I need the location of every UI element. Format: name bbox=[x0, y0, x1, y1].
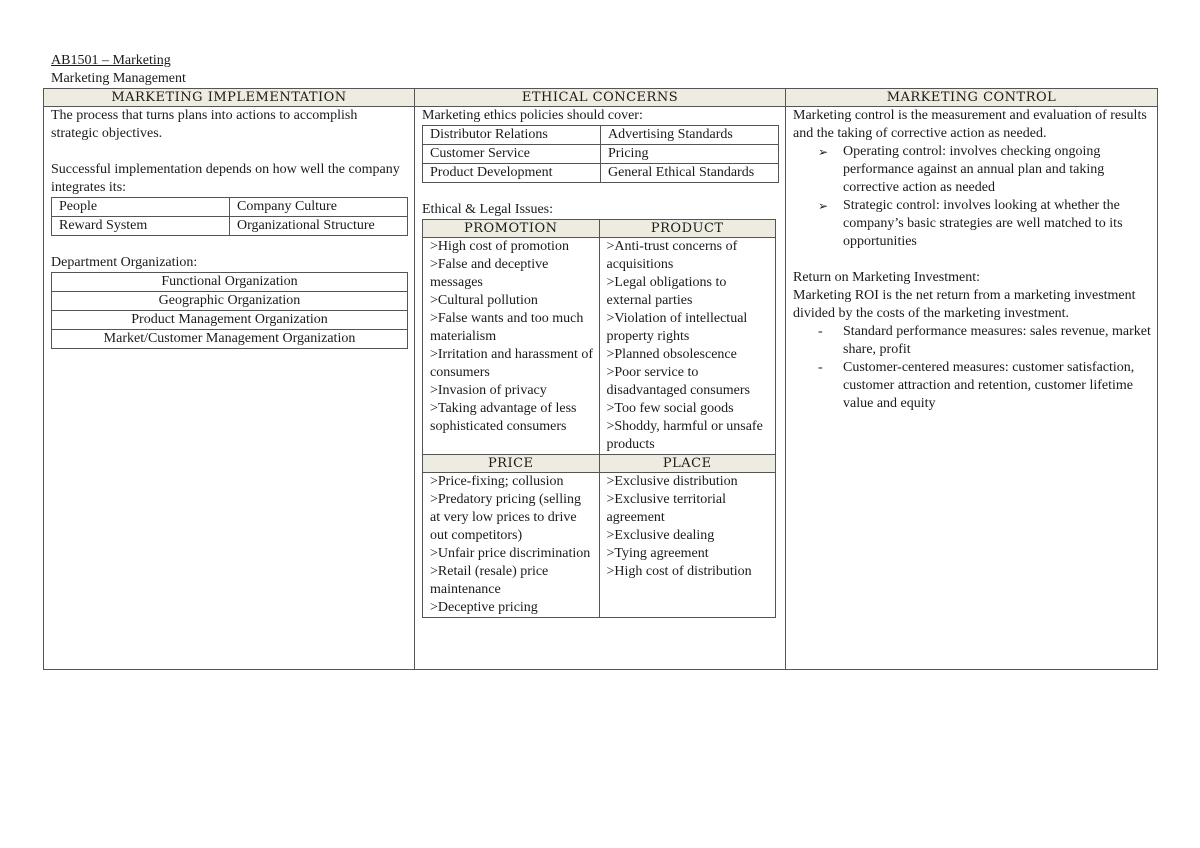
table-row bbox=[52, 273, 408, 292]
table-row bbox=[52, 330, 408, 349]
table-row bbox=[52, 217, 408, 236]
implementation-cell bbox=[44, 107, 415, 670]
arrow-bullet-icon: ➢ bbox=[818, 145, 829, 159]
measure-text: Standard performance measures: sales revenue, market share, profit bbox=[843, 324, 1151, 357]
list-item: >Poor service to disadvantaged consumers bbox=[606, 365, 750, 398]
ethics-cell bbox=[415, 107, 786, 670]
list-item: >Invasion of privacy bbox=[430, 383, 547, 398]
list-item: >Legal obligations to external parties bbox=[606, 275, 727, 308]
course-title: AB1501 – Marketing bbox=[51, 53, 171, 68]
ethics-policies-intro: Marketing ethics policies should cover: bbox=[422, 108, 643, 123]
table-row bbox=[423, 145, 779, 164]
policy-cell: Product Development bbox=[423, 164, 601, 183]
column-header-ethics: ETHICAL CONCERNS bbox=[415, 89, 786, 107]
issue-header-place: PLACE bbox=[599, 455, 776, 473]
list-item: >Exclusive distribution bbox=[606, 474, 738, 489]
roi-title: Return on Marketing Investment: bbox=[793, 270, 981, 285]
list-item: >Deceptive pricing bbox=[430, 600, 538, 615]
promotion-issues bbox=[423, 238, 600, 455]
list-item: >Irritation and harassment of consumers bbox=[430, 347, 594, 380]
table-row bbox=[423, 126, 779, 145]
price-issues bbox=[423, 473, 600, 618]
list-item: >High cost of distribution bbox=[606, 564, 752, 579]
table-row bbox=[423, 220, 776, 238]
list-item: >Price-fixing; collusion bbox=[430, 474, 564, 489]
table-row bbox=[423, 238, 776, 455]
policy-cell: Advertising Standards bbox=[601, 126, 779, 145]
arrow-bullet-icon: ➢ bbox=[818, 199, 829, 213]
list-item: >Predatory pricing (selling at very low prices to drive out competitors) bbox=[430, 492, 581, 543]
issue-header-promotion: PROMOTION bbox=[423, 220, 600, 238]
dash-bullet-icon: - bbox=[818, 360, 823, 375]
dept-org-item: Market/Customer Management Organization bbox=[52, 330, 408, 349]
list-item: >Exclusive dealing bbox=[606, 528, 715, 543]
list-item: >Violation of intellectual property rights bbox=[606, 311, 748, 344]
table-row bbox=[52, 292, 408, 311]
list-item: >False wants and too much materialism bbox=[430, 311, 584, 344]
summary-body-row bbox=[44, 107, 1158, 670]
list-item: >High cost of promotion bbox=[430, 239, 569, 254]
column-header-implementation: MARKETING IMPLEMENTATION bbox=[44, 89, 415, 107]
place-issues bbox=[599, 473, 776, 618]
dept-org-item: Functional Organization bbox=[52, 273, 408, 292]
list-item: >Too few social goods bbox=[606, 401, 734, 416]
dept-org-list bbox=[51, 272, 408, 349]
table-row bbox=[52, 311, 408, 330]
control-type-text: Operating control: involves checking ongoing performance against an annual plan and taking corrective action as needed bbox=[843, 144, 1105, 195]
list-item bbox=[818, 197, 1151, 251]
control-definition: Marketing control is the measurement and evaluation of results and the taking of corrective action as needed. bbox=[793, 108, 1147, 141]
control-cell bbox=[786, 107, 1158, 670]
table-row bbox=[423, 473, 776, 618]
dash-bullet-icon: - bbox=[818, 324, 823, 339]
column-header-control: MARKETING CONTROL bbox=[786, 89, 1158, 107]
list-item: >Unfair price discrimination bbox=[430, 546, 591, 561]
list-item: >Cultural pollution bbox=[430, 293, 538, 308]
table-row bbox=[423, 455, 776, 473]
list-item: >Exclusive territorial agreement bbox=[606, 492, 726, 525]
integration-intro: Successful implementation depends on how well the company integrates its: bbox=[51, 162, 400, 195]
summary-table bbox=[43, 88, 1158, 670]
measure-text: Customer-centered measures: customer satisfaction, customer attraction and retention, customer lifetime value and equity bbox=[843, 360, 1135, 411]
control-type-text: Strategic control: involves looking at whether the company’s basic strategies are well matched to its opportunities bbox=[843, 198, 1123, 249]
policy-cell: Distributor Relations bbox=[423, 126, 601, 145]
integration-cell: People bbox=[52, 198, 230, 217]
issue-header-product: PRODUCT bbox=[599, 220, 776, 238]
ethical-issues-title: Ethical & Legal Issues: bbox=[422, 202, 554, 217]
list-item: >Tying agreement bbox=[606, 546, 709, 561]
ethical-issues-table bbox=[422, 219, 776, 618]
integration-grid bbox=[51, 197, 408, 236]
dept-org-item: Geographic Organization bbox=[52, 292, 408, 311]
roi-definition: Marketing ROI is the net return from a marketing investment divided by the costs of the marketing investment. bbox=[793, 288, 1136, 321]
list-item bbox=[818, 323, 1151, 359]
dept-org-title: Department Organization: bbox=[51, 255, 198, 270]
implementation-definition: The process that turns plans into actions to accomplish strategic objectives. bbox=[51, 108, 358, 141]
integration-cell: Company Culture bbox=[230, 198, 408, 217]
document-subtitle: Marketing Management bbox=[51, 71, 186, 86]
roi-measures-list bbox=[793, 323, 1151, 413]
document-header bbox=[51, 52, 186, 88]
list-item bbox=[818, 143, 1151, 197]
integration-cell: Reward System bbox=[52, 217, 230, 236]
list-item: >Anti-trust concerns of acquisitions bbox=[606, 239, 738, 272]
summary-header-row bbox=[44, 89, 1158, 107]
policy-cell: Pricing bbox=[601, 145, 779, 164]
policy-cell: Customer Service bbox=[423, 145, 601, 164]
table-row bbox=[52, 198, 408, 217]
policy-cell: General Ethical Standards bbox=[601, 164, 779, 183]
list-item: >Retail (resale) price maintenance bbox=[430, 564, 549, 597]
list-item bbox=[818, 359, 1151, 413]
product-issues bbox=[599, 238, 776, 455]
list-item: >False and deceptive messages bbox=[430, 257, 549, 290]
issue-header-price: PRICE bbox=[423, 455, 600, 473]
table-row bbox=[423, 164, 779, 183]
dept-org-item: Product Management Organization bbox=[52, 311, 408, 330]
list-item: >Shoddy, harmful or unsafe products bbox=[606, 419, 763, 452]
integration-cell: Organizational Structure bbox=[230, 217, 408, 236]
list-item: >Taking advantage of less sophisticated consumers bbox=[430, 401, 577, 434]
list-item: >Planned obsolescence bbox=[606, 347, 737, 362]
ethics-policies-grid bbox=[422, 125, 779, 183]
control-types-list bbox=[793, 143, 1151, 251]
